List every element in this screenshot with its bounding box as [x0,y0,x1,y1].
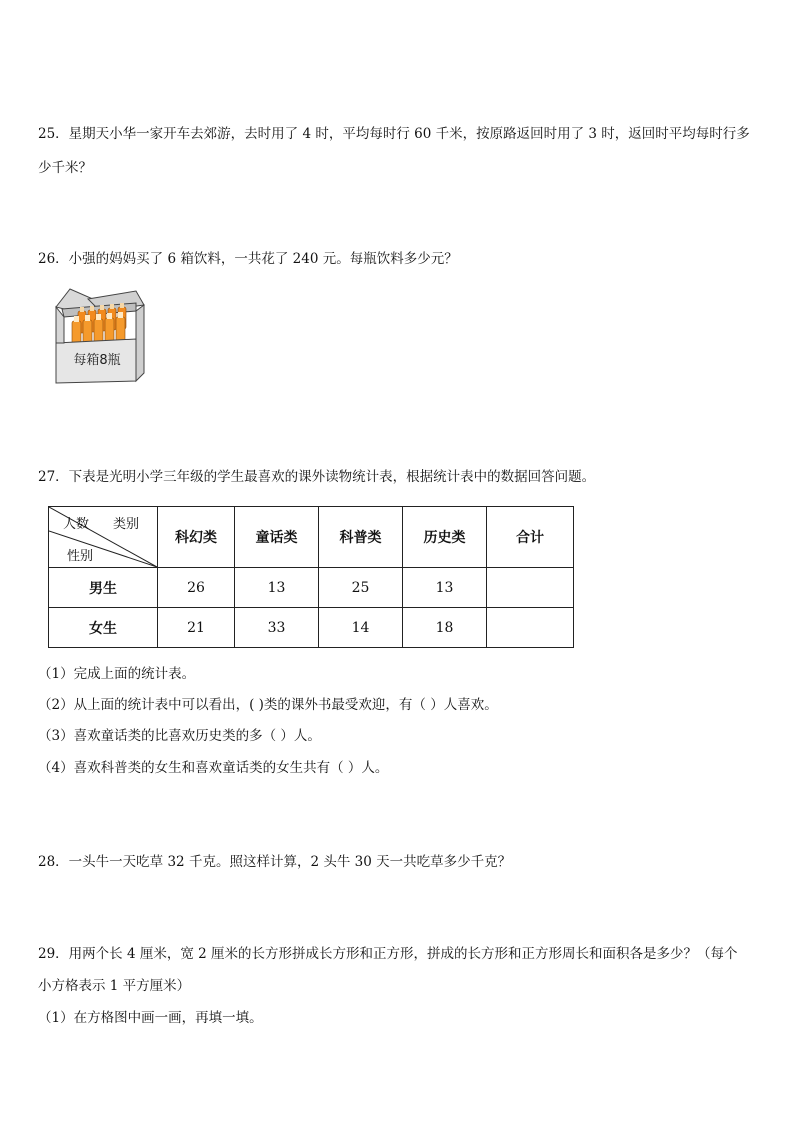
cell-girls-science: 14 [319,608,403,648]
drink-box-drawing [52,285,148,385]
q29-text-line2: 小方格表示 1 平方厘米） [38,978,191,994]
q26-text: 26．小强的妈妈买了 6 箱饮料，一共花了 240 元。每瓶饮料多少元？ [38,251,458,267]
q29-sub1: （1）在方格图中画一画，再填一填。 [38,1010,263,1026]
header-history: 历史类 [403,507,487,568]
reading-stats-table [48,506,574,648]
cell-boys-science: 25 [319,568,403,608]
cell-boys-scifi: 26 [158,568,235,608]
corner-label-gender: 性别 [67,549,94,564]
table-row [49,568,574,608]
cell-girls-total[interactable] [487,608,574,648]
q29-text-line1: 29．用两个长 4 厘米，宽 2 厘米的长方形拼成长方形和正方形，拼成的长方形和正方形周长和面积各是多少？（每个 [38,946,738,962]
q27-sub2: （2）从上面的统计表中可以看出，( )类的课外书最受欢迎，有（ ）人喜欢。 [38,697,498,713]
corner-label-category: 类别 [113,517,140,532]
header-science: 科普类 [319,507,403,568]
q25-text-line1: 25．星期天小华一家开车去郊游，去时用了 4 时，平均每时行 60 千米，按原路返回时用了 3 时，返回时平均每时行多 [38,126,750,142]
q27-sub4: （4）喜欢科普类的女生和喜欢童话类的女生共有（ ）人。 [38,760,389,776]
header-fairytale: 童话类 [235,507,319,568]
box-label: 每箱8瓶 [73,353,121,368]
q27-sub3: （3）喜欢童话类的比喜欢历史类的多（ ）人。 [38,728,321,744]
q27-text: 27．下表是光明小学三年级的学生最喜欢的课外读物统计表，根据统计表中的数据回答问题。 [38,469,596,485]
cell-boys-total[interactable] [487,568,574,608]
table-corner-cell [49,507,158,568]
cell-boys-history: 13 [403,568,487,608]
cell-boys-fairytale: 13 [235,568,319,608]
q28-text: 28．一头牛一天吃草 32 千克。照这样计算，2 头牛 30 天一共吃草多少千克？ [38,854,512,870]
header-scifi: 科幻类 [158,507,235,568]
q25-text-line2: 少千米？ [38,160,92,176]
cell-girls-history: 18 [403,608,487,648]
corner-label-count: 人数 [63,517,90,532]
row-label-girls: 女生 [49,608,158,648]
cell-girls-fairytale: 33 [235,608,319,648]
table-header-row [49,507,574,568]
drink-box-image [52,285,148,385]
header-total: 合计 [487,507,574,568]
table-row [49,608,574,648]
row-label-boys: 男生 [49,568,158,608]
q27-sub1: （1）完成上面的统计表。 [38,666,196,682]
cell-girls-scifi: 21 [158,608,235,648]
